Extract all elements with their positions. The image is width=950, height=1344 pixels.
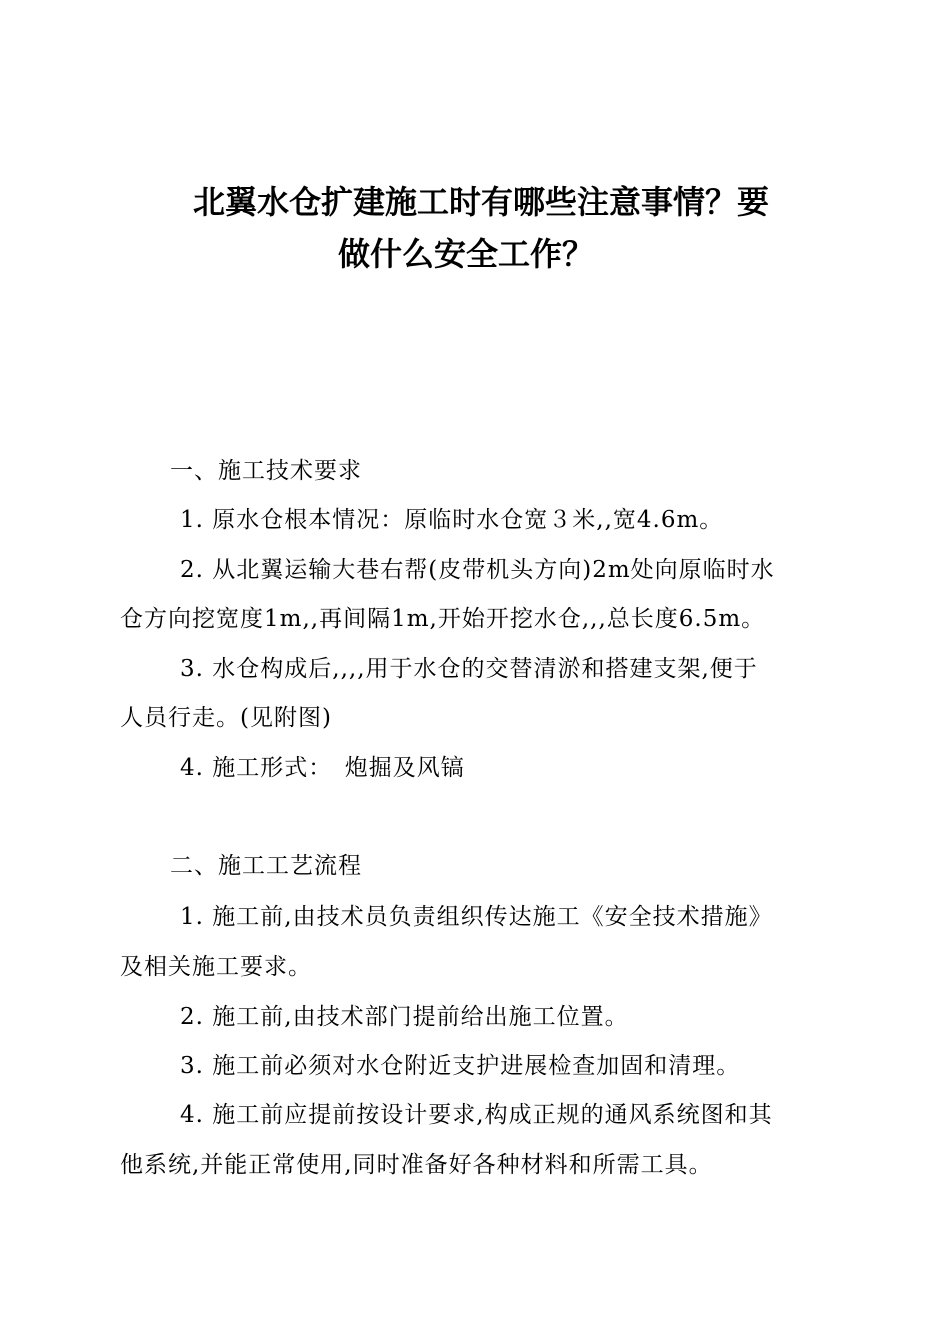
section-1-item-1-line-1: 1. 原水仓根本情况：原临时水仓宽３米,,宽4.6m。 bbox=[180, 507, 724, 533]
section-2-item-3-line-1: 3. 施工前必须对水仓附近支护进展检查加固和清理。 bbox=[180, 1053, 741, 1079]
document-title-line-1: 北翼水仓扩建施工时有哪些注意事情？要 bbox=[193, 183, 770, 221]
section-2-item-1-line-2: 及相关施工要求。 bbox=[120, 954, 312, 980]
section-2-item-1-line-1: 1. 施工前,由技术员负责组织传达施工《安全技术措施》 bbox=[180, 904, 773, 930]
section-2-item-4-line-1: 4. 施工前应提前按设计要求,构成正规的通风系统图和其 bbox=[180, 1102, 773, 1128]
section-1-item-3-line-2: 人员行走。(见附图) bbox=[120, 705, 332, 731]
section-2-heading: 二、施工工艺流程 bbox=[170, 853, 362, 879]
section-2-item-4-line-2: 他系统,并能正常使用,同时准备好各种材料和所需工具。 bbox=[120, 1152, 713, 1178]
section-1-item-3-line-1: 3. 水仓构成后,,,,用于水仓的交替清淤和搭建支架,便于 bbox=[180, 656, 758, 682]
section-1-item-2-line-1: 2. 从北翼运输大巷右帮(皮带机头方向)2m处向原临时水 bbox=[180, 557, 775, 583]
section-1-item-4-line-1: 4. 施工形式： 炮掘及风镐 bbox=[180, 755, 465, 781]
section-1-item-2-line-2: 仓方向挖宽度1m,,再间隔1m,开始开挖水仓,,,总长度6.5m。 bbox=[120, 606, 766, 632]
document-title-line-2: 做什么安全工作？ bbox=[338, 235, 595, 273]
section-2-item-2-line-1: 2. 施工前,由技术部门提前给出施工位置。 bbox=[180, 1004, 629, 1030]
section-1-heading: 一、施工技术要求 bbox=[170, 458, 362, 484]
